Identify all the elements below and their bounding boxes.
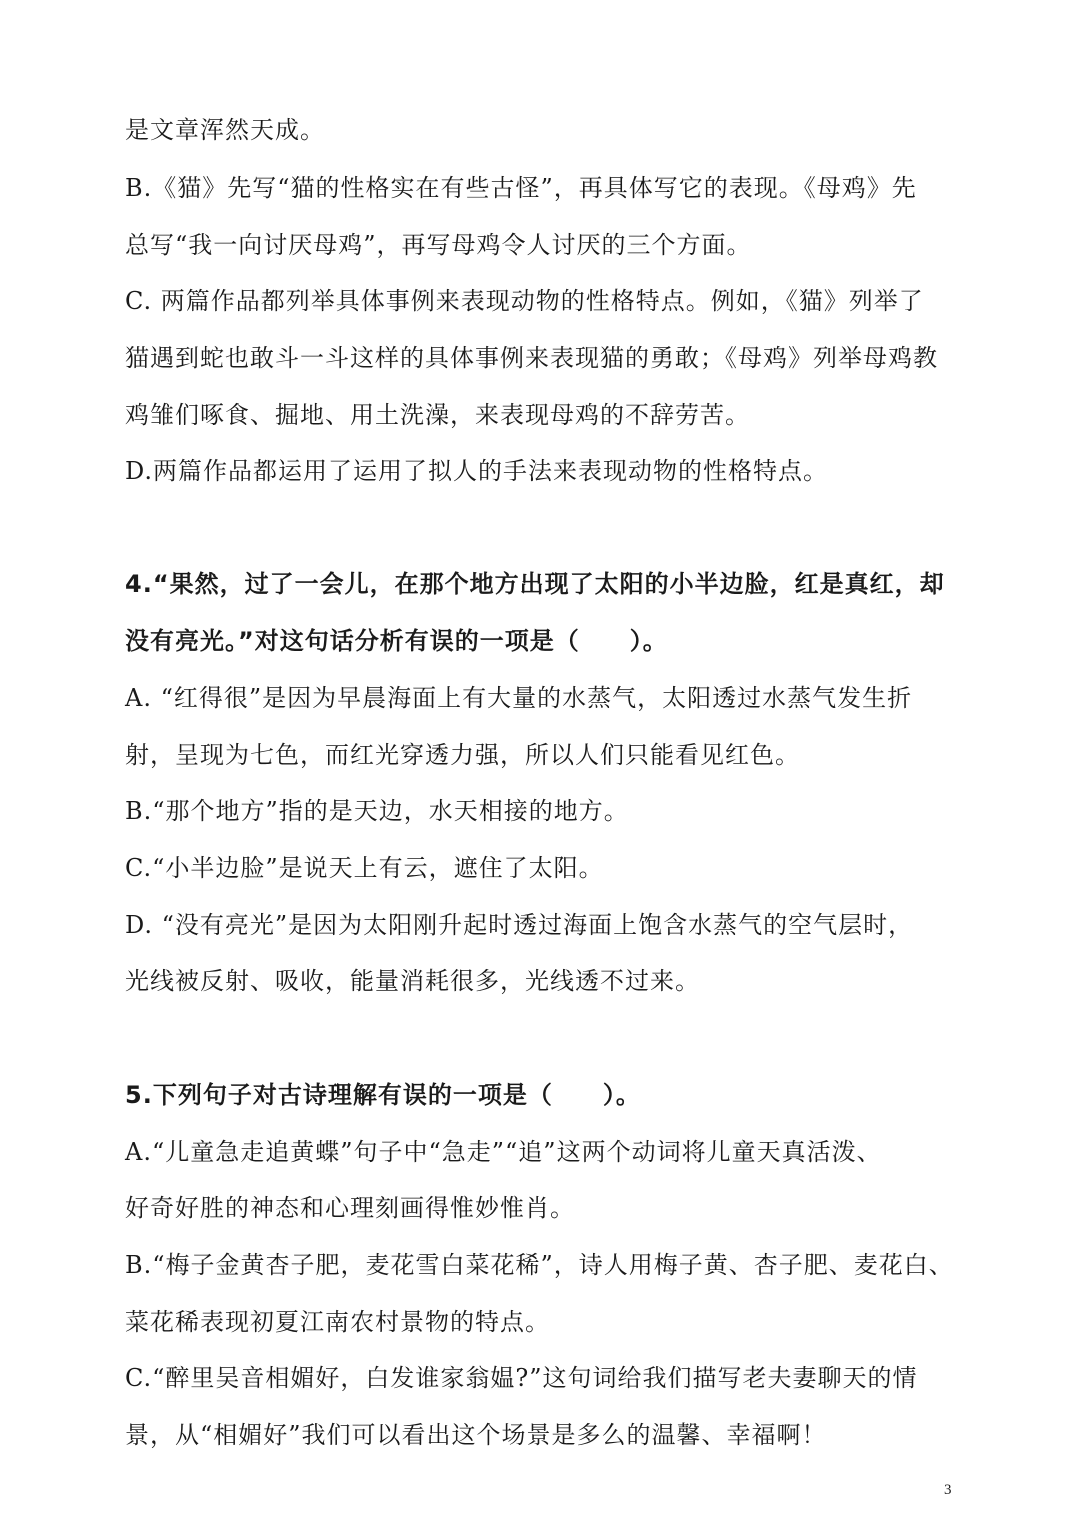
question4-stem-line1: 4.“果然，过了一会儿，在那个地方出现了太阳的小半边脸，红是真红，却 <box>125 570 945 598</box>
prev-option-c-line1: C. 两篇作品都列举具体事例来表现动物的性格特点。例如，《猫》列举了 <box>125 287 924 315</box>
prev-option-c-line3: 鸡雏们啄食、掘地、用土洗澡，来表现母鸡的不辞劳苦。 <box>125 401 750 429</box>
prev-option-b-line2: 总写“我一向讨厌母鸡”，再写母鸡令人讨厌的三个方面。 <box>125 231 752 259</box>
q4-option-b-line1: B.“那个地方”指的是天边，水天相接的地方。 <box>125 797 629 825</box>
q4-option-c-line1: C.“小半边脸”是说天上有云，遮住了太阳。 <box>125 854 604 882</box>
q5-option-b-line1: B.“梅子金黄杏子肥，麦花雪白菜花稀”，诗人用梅子黄、杏子肥、麦花白、 <box>125 1251 954 1279</box>
question4-stem-line2: 没有亮光。”对这句话分析有误的一项是（ ）。 <box>125 627 668 655</box>
q4-option-d-line1: D. “没有亮光”是因为太阳刚升起时透过海面上饱含水蒸气的空气层时， <box>125 911 914 939</box>
q5-option-b-line2: 菜花稀表现初夏江南农村景物的特点。 <box>125 1308 550 1336</box>
q4-option-d-line2: 光线被反射、吸收，能量消耗很多，光线透不过来。 <box>125 967 700 995</box>
prev-option-d-line1: D.两篇作品都运用了运用了拟人的手法来表现动物的性格特点。 <box>125 457 829 485</box>
q5-option-a-line2: 好奇好胜的神态和心理刻画得惟妙惟肖。 <box>125 1194 575 1222</box>
q5-option-c-line1: C.“醉里吴音相媚好，白发谁家翁媪?”这句词给我们描写老夫妻聊天的情 <box>125 1364 918 1392</box>
prev-question-tail: 是文章浑然天成。 <box>125 116 325 144</box>
page-number: 3 <box>944 1482 952 1498</box>
prev-option-c-line2: 猫遇到蛇也敢斗一斗这样的具体事例来表现猫的勇敢；《母鸡》列举母鸡教 <box>125 344 938 372</box>
q5-option-c-line2: 景，从“相媚好”我们可以看出这个场景是多么的温馨、幸福啊！ <box>125 1421 827 1449</box>
prev-option-b-line1: B.《猫》先写“猫的性格实在有些古怪”，再具体写它的表现。《母鸡》先 <box>125 174 917 202</box>
q4-option-a-line2: 射，呈现为七色，而红光穿透力强，所以人们只能看见红色。 <box>125 741 800 769</box>
q4-option-a-line1: A. “红得很”是因为早晨海面上有大量的水蒸气，太阳透过水蒸气发生折 <box>125 684 913 712</box>
question5-stem-line1: 5.下列句子对古诗理解有误的一项是（ ）。 <box>125 1081 641 1109</box>
q5-option-a-line1: A.“儿童急走追黄蝶”句子中“急走”“追”这两个动词将儿童天真活泼、 <box>125 1138 882 1166</box>
